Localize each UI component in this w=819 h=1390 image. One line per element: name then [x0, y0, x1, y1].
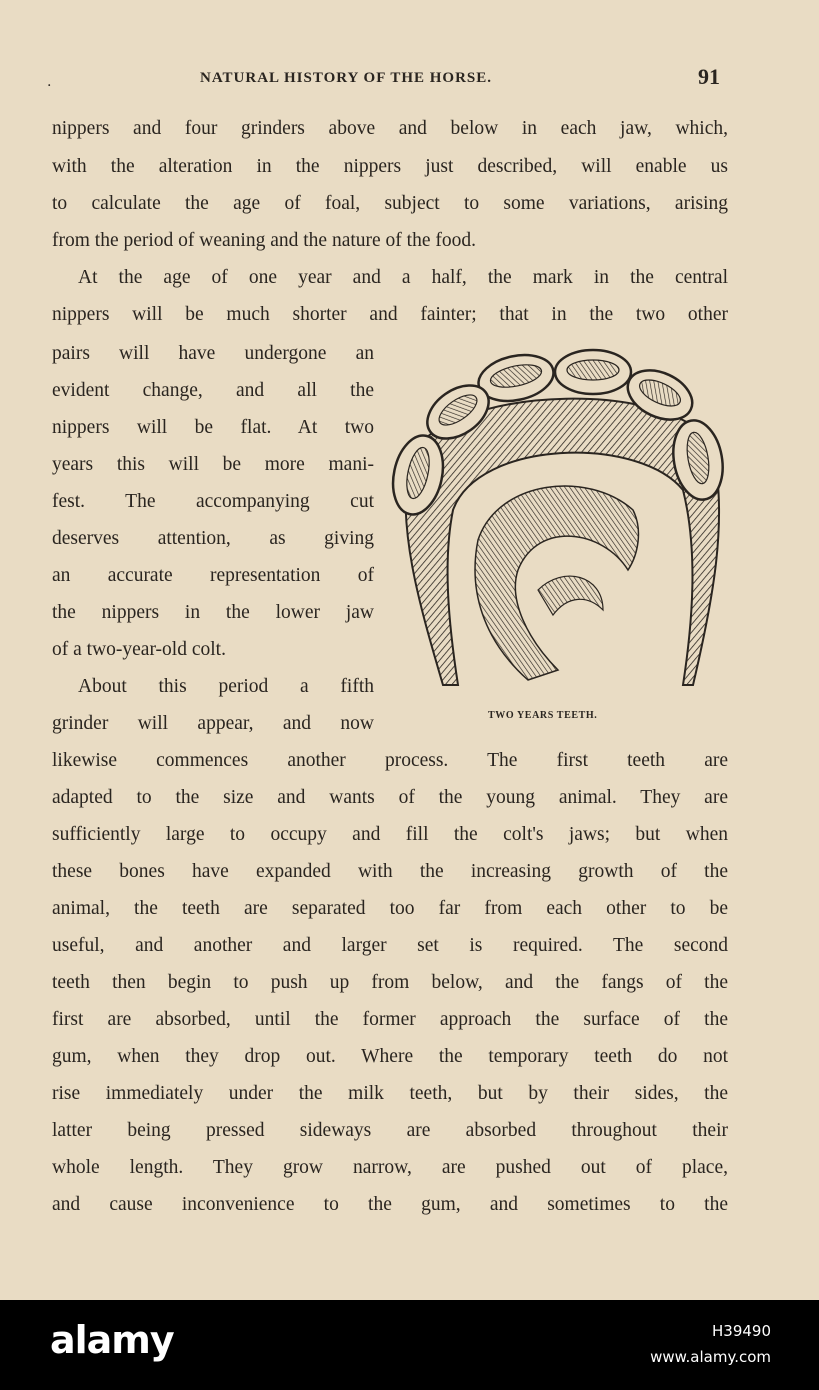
text-line: first are absorbed, until the former approach the surface of the — [52, 1009, 728, 1030]
text-line: and cause inconvenience to the gum, and sometimes to the — [52, 1194, 728, 1215]
text-line: useful, and another and larger set is required. The second — [52, 935, 728, 956]
text-line: fest. The accompanying cut — [52, 491, 374, 512]
text-line: to calculate the age of foal, subject to some variations, arising — [52, 193, 728, 214]
text-line: whole length. They grow narrow, are pushed out of place, — [52, 1157, 728, 1178]
text-line: latter being pressed sideways are absorbed throughout their — [52, 1120, 728, 1141]
text-line: from the period of weaning and the nature of the food. — [52, 230, 476, 251]
text-line: nippers will be much shorter and fainter; that in the two other — [52, 304, 728, 325]
text-line: an accurate representation of — [52, 565, 374, 586]
text-line: nippers and four grinders above and below in each jaw, which, — [52, 118, 728, 139]
text-line: animal, the teeth are separated too far from each other to be — [52, 898, 728, 919]
text-line: At the age of one year and a half, the mark in the central — [78, 267, 728, 288]
text-line: sufficiently large to occupy and fill the colt's jaws; but when — [52, 824, 728, 845]
text-line: of a two-year-old colt. — [52, 639, 226, 660]
figure-caption: TWO YEARS TEETH. — [488, 710, 598, 721]
brand-logo: alamy — [50, 1318, 174, 1362]
text-line: About this period a fifth — [78, 676, 374, 697]
text-line: grinder will appear, and now — [52, 713, 374, 734]
text-line: deserves attention, as giving — [52, 528, 374, 549]
text-line: pairs will have undergone an — [52, 343, 374, 364]
header-dot: . — [47, 74, 52, 90]
site-url: www.alamy.com — [650, 1348, 771, 1366]
running-head — [0, 64, 819, 92]
text-line: these bones have expanded with the increasing growth of the — [52, 861, 728, 882]
text-line: gum, when they drop out. Where the temporary teeth do not — [52, 1046, 728, 1067]
text-line: rise immediately under the milk teeth, but by their sides, the — [52, 1083, 728, 1104]
watermark-footer — [0, 1300, 819, 1390]
text-line: teeth then begin to push up from below, and the fangs of the — [52, 972, 728, 993]
text-line: nippers will be flat. At two — [52, 417, 374, 438]
lower-jaw-teeth-illustration — [388, 340, 733, 700]
text-line: years this will be more mani- — [52, 454, 374, 475]
text-line: the nippers in the lower jaw — [52, 602, 374, 623]
page-number: 91 — [698, 64, 720, 89]
text-line: with the alteration in the nippers just described, will enable us — [52, 156, 728, 177]
text-line: likewise commences another process. The first teeth are — [52, 750, 728, 771]
image-id: H39490 — [712, 1322, 771, 1340]
running-title: NATURAL HISTORY OF THE HORSE. — [200, 70, 493, 86]
text-line: adapted to the size and wants of the young animal. They are — [52, 787, 728, 808]
text-line: evident change, and all the — [52, 380, 374, 401]
